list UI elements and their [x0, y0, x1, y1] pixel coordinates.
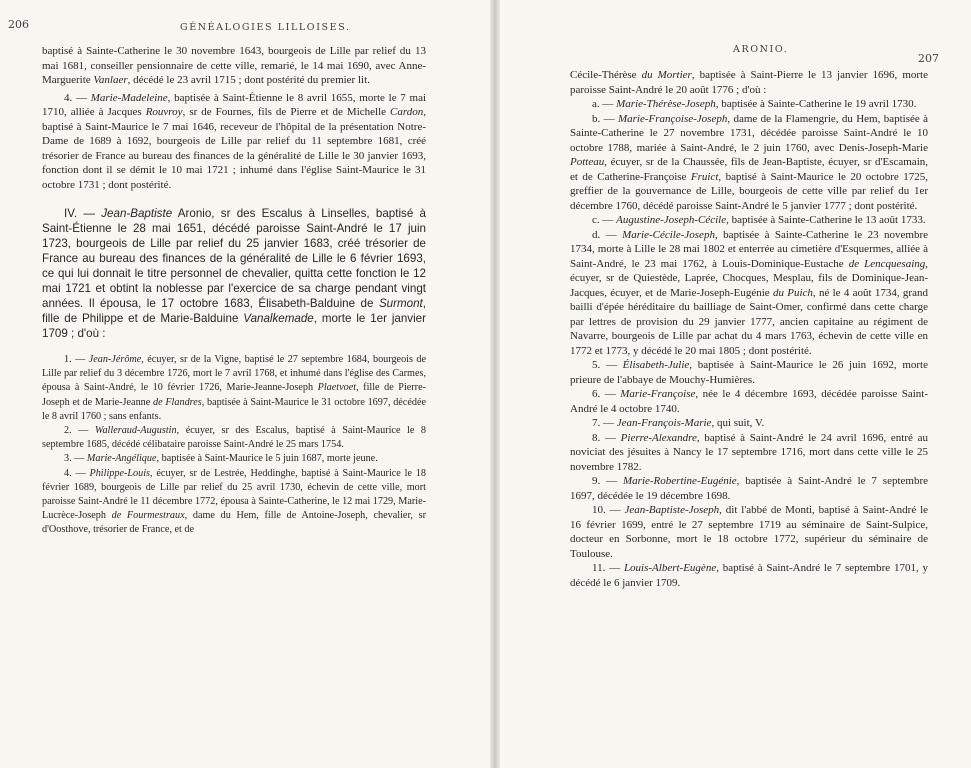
- italic-name: Potteau: [570, 156, 605, 168]
- paragraph: [570, 561, 928, 590]
- text-run: , dame de la Flamengrie, du Hem, baptisée à Sainte-Catherine le 27 novembre 1731, décédée paroisse Saint-André le 10 octobre 1788, mariée à Saint-André, le 2 juin 1760, avec Denis-Joseph-Marie: [570, 112, 928, 154]
- text-run: IV. —: [64, 207, 102, 220]
- text-run: , baptisée à Saint-Maurice le 26 juin 1692, morte prieure de l'abbaye de Mouchy-Humières.: [570, 359, 928, 386]
- text-run: , baptisée à Sainte-Catherine le 13 août 1733.: [726, 214, 926, 226]
- italic-name: Cardon: [390, 106, 424, 118]
- page-number: 207: [918, 52, 939, 65]
- text-run: b. —: [592, 112, 618, 125]
- italic-name: Fruict: [690, 170, 719, 183]
- italic-name: du Mortier: [641, 69, 692, 81]
- text-run: , dame du Hem, fille de Antoine-Joseph, chevalier, sr d'Oosthove, trésorier de France, et de: [42, 510, 427, 536]
- italic-name: Jean-François-Marie: [616, 417, 712, 429]
- paragraph: [570, 358, 928, 387]
- paragraph: [42, 467, 426, 538]
- italic-name: Marie-Madeleine: [90, 91, 168, 104]
- book-gutter: [490, 0, 500, 768]
- right-page: [500, 0, 971, 768]
- text-run: , baptisé à Saint-Maurice le 20 octobre 1725, greffier de la gouvernance de Lille, bourgeois de cette ville par relief du 1er décembre 1760, décédé paroisse Saint-André le 5 janvier 1777 ; dont postérité.: [570, 170, 928, 212]
- paragraph: [42, 44, 426, 88]
- text-run: baptisé à Sainte-Catherine le 30 novembre 1643, bourgeois de Lille par relief du 13 mai 1681, conseiller pensionnaire de cette ville, remarié, le 14 mai 1690, avec Anne-Marguerite: [42, 45, 426, 86]
- text-run: 1. —: [64, 354, 89, 365]
- text-run: , baptisée à Saint-Maurice le 5 juin 1687, morte jeune.: [156, 453, 378, 465]
- text-run: , dit l'abbé de Monti, baptisé à Saint-André le 16 février 1699, entré le 27 septembre 1719 au séminaire de Saint-Sulpice, docteur en Sorbonne, mort le 18 octobre 1772, supérieur du séminaire de Toulouse.: [570, 504, 929, 560]
- page-number: 206: [8, 18, 29, 31]
- text-run: , sr de Fournes, fils de Pierre et de Michelle: [182, 106, 391, 118]
- text-run: , qui suit, V.: [711, 417, 765, 429]
- text-run: Aronio, sr des Escalus à Linselles, baptisé à Saint-Étienne le 28 mai 1651, décédé paroisse Saint-André le 17 juin 1723, bourgeois de Lille par relief du 25 janvier 1683, créé trésorier de France au bureau des finances de la généralité de Lille le 6 février 1693, ce qui lui donnait le titre personnel de chevalier, quitta cette fonction le 12 mai 1721 et obtint la noblesse par l'exercice de sa charge pendant vingt années. Il épousa, le 17 octobre 1683, Élisabeth-Balduine de: [42, 207, 426, 310]
- italic-name: Élisabeth-Julie: [622, 359, 690, 371]
- italic-name: Jean-Baptiste: [101, 207, 173, 220]
- italic-name: Plaetvoet: [317, 382, 357, 394]
- text-run: , baptisé à Saint-André le 24 avril 1696, entré au noviciat des jésuites à Nancy le 17 septembre 1716, mort dans cette ville le 25 novembre 1782.: [570, 431, 928, 473]
- text-run: , décédé le 23 avril 1715 ; dont postérité du premier lit.: [127, 74, 370, 86]
- text-run: 10. —: [592, 504, 625, 516]
- italic-name: Marie-Cécile-Joseph: [622, 228, 715, 241]
- text-run: 9. —: [592, 475, 624, 487]
- text-run: , baptisée à Saint-André le 7 septembre 1697, décédée le 19 décembre 1698.: [570, 475, 928, 502]
- text-run: , baptisée à Saint-Pierre le 13 janvier 1696, morte paroisse Saint-André le 20 août 1776 ; d'où :: [570, 69, 928, 96]
- text-column: [570, 68, 928, 590]
- paragraph: [570, 431, 928, 475]
- paragraph: [42, 206, 426, 341]
- paragraph: [42, 452, 426, 466]
- text-run: 5. —: [592, 359, 623, 371]
- paragraph: [570, 474, 928, 503]
- text-run: 11. —: [592, 562, 624, 574]
- running-head: ARONIO.: [733, 44, 789, 55]
- italic-name: Marie-Françoise: [620, 388, 696, 400]
- paragraph: [570, 416, 928, 431]
- paragraph: [42, 91, 426, 193]
- paragraph: [570, 112, 928, 214]
- paragraph: [570, 68, 928, 97]
- text-run: , baptisé à Saint-Maurice le 7 mai 1646, receveur de l'hôpital de la présentation Notre-Dame de 1689 à 1692, bourgeois de Lille par relief du 11 septembre 1681, créé trésorier de France au bureau des finances de la généralité de Lille le 30 janvier 1693, fonction dont il se démit le 10 mai 1721 ; inhumé dans l'église Saint-Maurice le 31 octobre 1731 ; dont postérité.: [42, 106, 427, 191]
- text-run: 6. —: [592, 388, 621, 400]
- paragraph: [42, 353, 426, 424]
- text-run: 7. —: [592, 417, 617, 429]
- italic-name: du Puich: [772, 286, 813, 299]
- text-run: , écuyer, sr de la Chaussée, fils de Jean-Baptiste, écuyer, sr d'Escamain, et de Catherine-Françoise: [570, 156, 928, 183]
- paragraph: [570, 228, 928, 359]
- paragraph: [42, 424, 426, 452]
- paragraph: [570, 213, 928, 228]
- text-run: 8. —: [592, 431, 621, 444]
- paragraph: [570, 97, 928, 112]
- text-run: , écuyer, sr des Escalus, baptisé à Saint-Maurice le 8 septembre 1685, décédé célibataire paroisse Saint-André le 25 mars 1754.: [42, 425, 426, 451]
- text-run: 4. —: [64, 467, 90, 479]
- paragraph: [570, 503, 928, 561]
- italic-name: de Lencquesaing: [848, 257, 926, 270]
- italic-name: Vanalkemade: [243, 312, 314, 325]
- text-run: 4. —: [64, 91, 91, 104]
- italic-name: Marie-Robertine-Eugénie: [623, 475, 737, 487]
- italic-name: Surmont: [378, 297, 423, 310]
- italic-name: Marie-Angélique: [86, 453, 157, 465]
- paragraph: [570, 387, 928, 416]
- text-run: , écuyer, sr de Quiestède, Laprée, Chocques, Mesplau, fils de Dominique-Jean-Jacques, écuyer, et de Marie-Joseph-Eugénie: [570, 257, 928, 299]
- text-run: , fille de Philippe et de Marie-Balduine: [42, 297, 426, 325]
- text-run: , fille de Pierre-Joseph et de Marie-Jeanne: [42, 382, 426, 408]
- text-run: a. —: [592, 98, 617, 110]
- text-column: [42, 44, 426, 538]
- text-run: , baptisée à Saint-Étienne le 8 avril 1655, morte le 7 mai 1710, alliée à Jacques: [42, 91, 427, 118]
- text-run: , morte le 1er janvier 1709 ; d'où :: [42, 312, 426, 340]
- italic-name: Vanlaer: [93, 74, 128, 86]
- italic-name: de Flandres: [153, 396, 202, 408]
- text-run: , écuyer, sr de Lestrée, Heddinghe, baptisé à Saint-Maurice le 18 février 1689, bourgeois de Lille par relief du 25 avril 1730, échevin de cette ville, mort paroisse Saint-André le 11 décembre 1772, épousa à Sainte-Catherine, le 12 mai 1729, Marie-Lucrèce-Joseph: [42, 467, 426, 522]
- text-run: , née le 4 décembre 1693, décédée paroisse Saint-André le 4 octobre 1740.: [570, 388, 928, 415]
- italic-name: Jean-Jérôme: [88, 354, 142, 365]
- text-run: , baptisée à Saint-Maurice le 31 octobre 1697, décédée le 8 avril 1760 ; sans enfants.: [42, 396, 426, 422]
- italic-name: de Fourmestraux: [111, 510, 185, 522]
- text-run: , né le 4 août 1734, grand bailli d'épée héréditaire du bailliage de Saint-Omer, confirmé dans cette charge par lettres de provision du 29 janvier 1777, ancien capitaine au régiment de Navarre, bourgeois de Lille par achat du 4 mars 1763, échevin de cette ville en 1772 et 1773, y décédé le 20 mai 1805 ; dont postérité.: [570, 286, 928, 357]
- text-run: , baptisé à Saint-André le 7 septembre 1701, y décédé le 6 janvier 1709.: [570, 562, 928, 589]
- text-run: 2. —: [64, 425, 95, 437]
- text-run: , baptisée à Sainte-Catherine le 19 avril 1730.: [715, 98, 917, 110]
- italic-name: Rouvroy: [145, 106, 183, 118]
- italic-name: Philippe-Louis: [89, 467, 151, 479]
- italic-name: Walleraud-Augustin: [94, 425, 177, 437]
- text-run: 3. —: [64, 453, 87, 465]
- text-run: d. —: [592, 228, 623, 241]
- running-head: GÉNÉALOGIES LILLOISES.: [180, 22, 351, 33]
- italic-name: Augustine-Joseph-Cécile: [616, 214, 727, 226]
- text-run: c. —: [592, 214, 617, 226]
- italic-name: Pierre-Alexandre: [620, 431, 697, 444]
- italic-name: Marie-Françoise-Joseph: [617, 112, 728, 125]
- italic-name: Louis-Albert-Eugène: [623, 562, 717, 574]
- text-run: , baptisée à Sainte-Catherine le 23 novembre 1734, morte à Lille le 28 mai 1802 et enterrée au cimetière d'Esquermes, alliée à Saint-André, le 23 mai 1762, à Louis-Dominique-Eustache: [570, 228, 928, 270]
- italic-name: Jean-Baptiste-Joseph: [624, 504, 720, 516]
- text-run: , écuyer, sr de la Vigne, baptisé le 27 septembre 1684, bourgeois de Lille par relief du 3 décembre 1726, mort le 7 avril 1768, et inhumé dans l'église des Carmes, épousa à Saint-André, le 10 février 1726, Marie-Jeanne-Joseph: [42, 354, 427, 394]
- italic-name: Marie-Thérèse-Joseph: [616, 98, 716, 110]
- text-run: Cécile-Thérèse: [570, 69, 642, 81]
